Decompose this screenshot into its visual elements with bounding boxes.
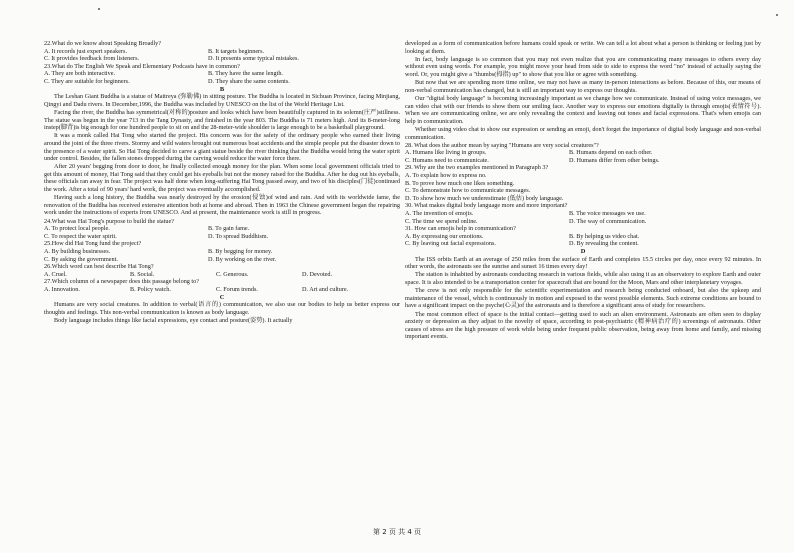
passage-c-paragraph: Body language includes things like facial expressions, eye contact and posture(姿势). It actually — [54, 316, 293, 324]
question-28-options — [405, 149, 761, 164]
option: A. By expressing our emotions. — [405, 232, 484, 240]
option: D. To spread Buddhism. — [208, 232, 269, 240]
option: D. They share the same contents. — [208, 77, 290, 85]
option: C. Generous. — [216, 270, 249, 278]
passage-d-paragraph: The most common effect of space is the initial contact—getting used to such an alien environment. Astronauts are often seen to display anxiety or depression as they adjust to the novelty of space, according to post-psychiatric (精神病治疗的) screenings of astronauts. Other causes of stress are the high pressure of work while being under frequent public observation, being away from home and family, and missing important events. — [405, 310, 761, 341]
question-25-options — [44, 248, 400, 263]
right-column — [405, 40, 761, 342]
scan-speck — [98, 8, 100, 10]
question-29: 29. Why are the two examples mentioned in Paragraph 3? — [405, 164, 549, 172]
option: B. To prove how much one likes something. — [405, 179, 515, 187]
question-31: 31. How can emojis help in communication? — [405, 225, 516, 233]
option: C. It provides feedback from listeners. — [44, 55, 140, 63]
question-24: 24.What was Hai Tong's purpose to build the statue? — [44, 217, 174, 225]
question-26-options — [44, 271, 400, 279]
option: C. Humans need to communicate. — [405, 156, 489, 164]
passage-d-paragraph: The crew is not only responsible for the scientific experimentation and research being conducted onboard, but also the upkeep and maintenance of the vessel, which is continuously in motion and exposed to the worst possible elements. Such extreme conditions are bound to have a significant impact on the psyche(心灵)of the astronauts and is therefore a significant area of study for researchers. — [405, 287, 761, 310]
passage-b-paragraph: Facing the river, the Buddha has symmetrical(对称的)posture and looks which have been beautifully captured in its solemn(庄严)stillness. The statue was begun in the year 713 in the Tang Dynasty, and finished in the year 803. The Buddha is 71 meters high. And its 8-meter-long instep(脚背)is big enough for one hundred people to sit on and the 28-meter-wide shoulder is large enough to be a basketball playground. — [44, 108, 400, 132]
option: C. By asking the government. — [44, 255, 118, 263]
passage-c-paragraph: In fact, body language is so common that you may not even realize that you are communicating many messages to others every day without even using words. For example, you might move your head from side to side to express the word "no" instead of actually saying the word. Or, you might give a "thumbs(拇指) up" to show that you like or agree with something. — [405, 55, 761, 78]
passage-c-paragraph: developed as a form of communication before humans could speak or write. We can tell a lot about what a person is thinking or feeling just by looking at them. — [405, 40, 761, 55]
passage-c-paragraph: Our "digital body language" is becoming increasingly important as we change how we communicate. Instead of using voice messages, we can video chat with our friends to show them our smiling face. Another way to express our emotions digitally is through emojis(表情符号). When we are communicating online, we are only revealing the context and leaving out tones and facial expressions. That's when emojis can help in communication. — [405, 94, 761, 125]
option: A. To explain how to express no. — [405, 172, 487, 180]
option: D. To show how much we underestimate (低估) body language. — [405, 194, 564, 202]
question-27-options — [44, 286, 400, 294]
question-26: 26.Which word can best describe Hai Tong? — [44, 263, 154, 271]
question-23: 23.What do The English We Speak and Elementary Podcasts have in common? — [44, 62, 240, 70]
passage-c-paragraph: Whether using video chat to show our expression or sending an emoji, don't forget the importance of digital body language and non-verbal communication. — [405, 125, 761, 141]
option: B. They have the same length. — [208, 70, 283, 78]
option: D. By working on the river. — [208, 255, 277, 263]
option: B. Policy watch. — [130, 285, 171, 293]
option: D. It presents some typical mistakes. — [208, 55, 299, 63]
option: C. By leaving out facial expressions. — [405, 240, 496, 248]
option: D. Art and culture. — [302, 285, 349, 293]
passage-b-paragraph: After 20 years' begging from door to door, he finally collected enough money for the plan. When some local government officials tried to get this amount of money, Hai Tong said that they could get his eyeballs but not the money raised for the Buddha. After he dug out his eyeballs, these officials ran away in fear. The project was half done when long-suffering Hai Tong passed away, and two of his disciples(门徒)continued the work. After a total of 90 years' hard work, the project was eventually accomplished. — [44, 163, 400, 194]
passage-c-paragraph: But now that we are spending more time online, we may not have as many in-person interactions as before. Because of this, our means of non-verbal communication has changed, but is still an important way to express our thoughts. — [405, 79, 761, 94]
section-heading-d: D — [580, 248, 586, 255]
question-22: 22.What do we know about Speaking Broadly? — [44, 40, 162, 47]
question-22-options — [44, 48, 400, 63]
option: B. By begging for money. — [208, 248, 273, 255]
option: C. To respect the water spirit. — [44, 232, 117, 240]
option: C. To demonstrate how to communicate messages. — [405, 187, 531, 195]
option: A. Cruel. — [44, 270, 67, 278]
option: A. They are both interactive. — [44, 70, 116, 78]
option: B. To gain fame. — [208, 225, 250, 233]
option: A. Innovation. — [44, 285, 80, 293]
passage-b-paragraph: It was a monk called Hai Tong who started the project. His concern was for the safety of the ordinary people who earned their living around the joint of the three rivers. Stormy and wild waters brought out numerous boat accidents and the simple people put the disaster down to the presence of a water spirit. So Hai Tong decided to carve a giant statue beside the river thinking that the Buddha would bring the water spirit under control. Besides, the fallen stones dropped during the carving would reduce the water force there. — [44, 132, 400, 163]
option: A. By building businesses. — [44, 248, 111, 255]
left-column — [44, 40, 400, 325]
option: D. Devoted. — [302, 270, 333, 278]
passage-c-paragraph: Humans are very social creatures. In addition to verbal(语言的) communication, we also use our bodies to help us better express our thoughts and feelings. This non-verbal communication is known as body language. — [44, 301, 400, 316]
option: A. It records just expert speakers. — [44, 47, 127, 55]
scan-speck — [776, 14, 778, 16]
question-27: 27.Which column of a newspaper does this passage belong to? — [44, 278, 199, 286]
option: D. The way of communication. — [569, 217, 647, 225]
option: B. The voice messages we use. — [569, 210, 646, 218]
question-30-options — [405, 210, 761, 225]
section-heading-c: C — [219, 293, 225, 301]
page-number: 第 2 页 共 4 页 — [372, 528, 422, 536]
option: A. To protect local people. — [44, 225, 110, 233]
option: D. Humans differ from other beings. — [569, 156, 660, 164]
question-28: 28. What does the author mean by saying "Humans are very social creatures"? — [405, 141, 599, 149]
section-heading-b: B — [219, 85, 225, 93]
option: C. Forum trends. — [216, 285, 258, 293]
question-25: 25.How did Hai Tong fund the project? — [44, 240, 142, 248]
option: B. Social. — [130, 270, 155, 278]
option: B. By helping us video chat. — [569, 232, 640, 240]
passage-d-paragraph: The ISS orbits Earth at an average of 250 miles from the surface of Earth and completes 15.5 circles per day, once every 92 minutes. In other words, the astronauts see the sunrise and sunset 16 times every day! — [405, 255, 761, 271]
passage-d-paragraph: The station is inhabited by astronauts conducting research in various fields, while also using it as an observatory to explore Earth and outer space. It is also intended to be a transportation center for spacecraft that are bound for the Moon, Mars and other interplanetary voyages. — [405, 271, 761, 286]
question-31-options — [405, 233, 761, 248]
option: C. They are suitable for beginners. — [44, 77, 130, 85]
question-24-options — [44, 225, 400, 240]
question-23-options — [44, 70, 400, 85]
passage-b-paragraph: The Leshan Giant Buddha is a statue of Maitreya (弥勒佛) in sitting posture. The Buddha is located in Sichuan Province, facing Minjiang, Qingyi and Dadu rivers. In December,1996, the Buddha was included by UNESCO on the list of the World Heritage List. — [44, 93, 400, 108]
option: D. By revealing the content. — [569, 240, 639, 248]
option: B. It targets beginners. — [208, 47, 265, 55]
option: B. Humans depend on each other. — [569, 149, 653, 157]
option: A. The invention of emojis. — [405, 210, 474, 218]
option: C. The time we spend online. — [405, 217, 478, 225]
question-30: 30. What makes digital body language more and more important? — [405, 202, 568, 210]
option: A. Humans like living in groups. — [405, 149, 487, 157]
passage-b-paragraph: Having such a long history, the Buddha was nearly destroyed by the erosion(侵蚀)of wind and rain. And with its worldwide fame, the renovation of the Buddha has received extensive attention both at home and abroad. Then in 1963 the Chinese government began the repairing work under the instructions of experts from UNESCO. And at present, the maintenance work is still in progress. — [44, 194, 400, 217]
